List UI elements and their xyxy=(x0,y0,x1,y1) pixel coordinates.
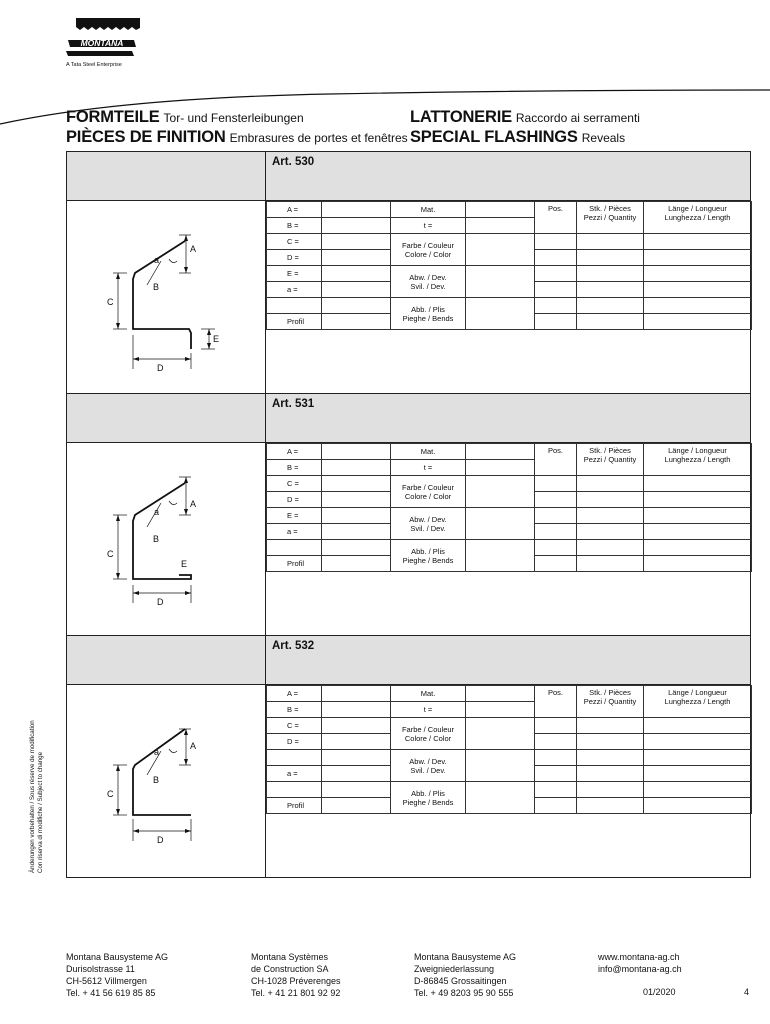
input-cell[interactable] xyxy=(577,234,644,250)
row-label: B = xyxy=(267,460,322,476)
input-cell[interactable] xyxy=(577,282,644,298)
specification-table xyxy=(266,201,752,330)
article-number: Art. 530 xyxy=(272,156,315,168)
profile-drawing xyxy=(67,685,266,877)
input-cell[interactable] xyxy=(644,492,752,508)
row-label: A = xyxy=(267,444,322,460)
section-header xyxy=(67,152,750,201)
input-cell[interactable] xyxy=(577,556,644,572)
row-label: a = xyxy=(267,766,322,782)
input-cell[interactable] xyxy=(577,782,644,798)
input-cell[interactable] xyxy=(535,524,577,540)
row-label: D = xyxy=(267,250,322,266)
heading-left xyxy=(66,108,408,148)
input-cell[interactable] xyxy=(466,266,535,298)
quantity-header: Stk. / Pièces Pezzi / Quantity xyxy=(577,444,644,476)
input-cell[interactable] xyxy=(535,314,577,330)
input-cell[interactable] xyxy=(466,508,535,540)
bends-label: Abb. / Plis Pieghe / Bends xyxy=(391,540,466,572)
input-cell[interactable] xyxy=(535,250,577,266)
input-cell[interactable] xyxy=(577,524,644,540)
input-cell[interactable] xyxy=(466,234,535,266)
input-cell[interactable] xyxy=(322,556,391,572)
input-cell[interactable] xyxy=(466,686,535,702)
input-cell[interactable] xyxy=(644,766,752,782)
input-cell[interactable] xyxy=(466,460,535,476)
profil-label: Profil xyxy=(267,798,322,814)
mat-label: Mat. xyxy=(391,686,466,702)
input-cell[interactable] xyxy=(577,766,644,782)
row-label: a = xyxy=(267,282,322,298)
title-formteile: FORMTEILE xyxy=(66,108,160,126)
input-cell[interactable] xyxy=(577,250,644,266)
input-cell[interactable] xyxy=(466,750,535,782)
length-header: Länge / Longueur Lunghezza / Length xyxy=(644,686,752,718)
input-cell[interactable] xyxy=(466,782,535,814)
footer-address-grossaitingen: Montana Bausysteme AG Zweigniederlassung D-86845 Grossaitingen Tel. + 49 8203 95 90 555 xyxy=(414,952,517,998)
section-header xyxy=(67,394,750,443)
row-label xyxy=(267,750,322,766)
input-cell[interactable] xyxy=(644,266,752,282)
heading-right xyxy=(410,108,640,148)
input-cell[interactable] xyxy=(644,750,752,766)
input-cell[interactable] xyxy=(535,508,577,524)
input-cell[interactable] xyxy=(466,298,535,330)
row-label: C = xyxy=(267,234,322,250)
dim-label-b: B xyxy=(153,775,160,785)
input-cell[interactable] xyxy=(466,218,535,234)
article-section-531 xyxy=(66,393,751,636)
input-cell[interactable] xyxy=(535,798,577,814)
input-cell[interactable] xyxy=(577,508,644,524)
profil-label: Profil xyxy=(267,314,322,330)
input-cell[interactable] xyxy=(644,234,752,250)
row-label: B = xyxy=(267,702,322,718)
input-cell[interactable] xyxy=(322,782,391,798)
thickness-label: t = xyxy=(391,460,466,476)
color-label: Farbe / Couleur Colore / Color xyxy=(391,476,466,508)
dim-label-a-lower: a xyxy=(154,747,160,757)
subtitle-pieces-de-finition: Embrasures de portes et fenêtres xyxy=(229,131,408,145)
document-date: 01/2020 xyxy=(643,987,676,997)
dim-label-a-upper: A xyxy=(190,244,197,254)
row-label: D = xyxy=(267,734,322,750)
row-label: A = xyxy=(267,202,322,218)
input-cell[interactable] xyxy=(322,298,391,314)
input-cell[interactable] xyxy=(322,524,391,540)
input-cell[interactable] xyxy=(535,718,577,734)
quantity-header: Stk. / Pièces Pezzi / Quantity xyxy=(577,202,644,234)
thickness-label: t = xyxy=(391,218,466,234)
thickness-label: t = xyxy=(391,702,466,718)
input-cell[interactable] xyxy=(577,492,644,508)
dim-label-e: E xyxy=(213,334,220,344)
input-cell[interactable] xyxy=(535,476,577,492)
input-cell[interactable] xyxy=(322,266,391,282)
bends-label: Abb. / Plis Pieghe / Bends xyxy=(391,298,466,330)
email-link[interactable]: info@montana-ag.ch xyxy=(598,964,682,974)
dim-label-d: D xyxy=(157,363,164,373)
profile-drawing xyxy=(67,201,266,393)
input-cell[interactable] xyxy=(322,476,391,492)
input-cell[interactable] xyxy=(466,476,535,508)
input-cell[interactable] xyxy=(535,492,577,508)
input-cell[interactable] xyxy=(644,718,752,734)
pos-header: Pos. xyxy=(535,202,577,234)
input-cell[interactable] xyxy=(644,734,752,750)
input-cell[interactable] xyxy=(644,798,752,814)
profil-label: Profil xyxy=(267,556,322,572)
input-cell[interactable] xyxy=(322,702,391,718)
input-cell[interactable] xyxy=(535,750,577,766)
profile-drawing xyxy=(67,443,266,635)
specification-table xyxy=(266,685,752,814)
mat-label: Mat. xyxy=(391,202,466,218)
dim-label-d: D xyxy=(157,835,164,845)
input-cell[interactable] xyxy=(322,750,391,766)
pos-header: Pos. xyxy=(535,444,577,476)
bends-label: Abb. / Plis Pieghe / Bends xyxy=(391,782,466,814)
input-cell[interactable] xyxy=(535,782,577,798)
brand-tagline: A Tata Steel Enterprise xyxy=(66,62,122,68)
input-cell[interactable] xyxy=(535,540,577,556)
input-cell[interactable] xyxy=(322,734,391,750)
input-cell[interactable] xyxy=(322,218,391,234)
input-cell[interactable] xyxy=(466,540,535,572)
article-section-530 xyxy=(66,151,751,394)
input-cell[interactable] xyxy=(322,686,391,702)
dim-label-a-upper: A xyxy=(190,499,197,509)
footer-contact xyxy=(598,951,682,975)
input-cell[interactable] xyxy=(577,718,644,734)
input-cell[interactable] xyxy=(577,798,644,814)
input-cell[interactable] xyxy=(535,282,577,298)
deviation-label: Abw. / Dev. Svil. / Dev. xyxy=(391,750,466,782)
input-cell[interactable] xyxy=(644,476,752,492)
mat-label: Mat. xyxy=(391,444,466,460)
input-cell[interactable] xyxy=(322,444,391,460)
input-cell[interactable] xyxy=(267,782,322,798)
quantity-header: Stk. / Pièces Pezzi / Quantity xyxy=(577,686,644,718)
color-label: Farbe / Couleur Colore / Color xyxy=(391,718,466,750)
input-cell[interactable] xyxy=(322,250,391,266)
input-cell[interactable] xyxy=(466,444,535,460)
input-cell[interactable] xyxy=(577,540,644,556)
row-label: D = xyxy=(267,492,322,508)
dim-label-c: C xyxy=(107,789,114,799)
input-cell[interactable] xyxy=(322,540,391,556)
montana-logo xyxy=(64,18,144,60)
deviation-label: Abw. / Dev. Svil. / Dev. xyxy=(391,266,466,298)
deviation-label: Abw. / Dev. Svil. / Dev. xyxy=(391,508,466,540)
input-cell[interactable] xyxy=(644,524,752,540)
dim-label-a-lower: a xyxy=(154,255,160,265)
row-label: B = xyxy=(267,218,322,234)
footer-address-villmergen: Montana Bausysteme AG Durisolstrasse 11 CH-5612 Villmergen Tel. + 41 56 619 85 85 xyxy=(66,952,169,998)
input-cell[interactable] xyxy=(644,540,752,556)
input-cell[interactable] xyxy=(466,202,535,218)
input-cell[interactable] xyxy=(466,718,535,750)
input-cell[interactable] xyxy=(577,314,644,330)
row-label: C = xyxy=(267,476,322,492)
subtitle-formteile: Tor- und Fensterleibungen xyxy=(163,111,304,125)
input-cell[interactable] xyxy=(535,556,577,572)
input-cell[interactable] xyxy=(577,298,644,314)
dim-label-b: B xyxy=(153,282,160,292)
input-cell[interactable] xyxy=(644,298,752,314)
page-number: 4 xyxy=(744,987,750,997)
website-link[interactable]: www.montana-ag.ch xyxy=(598,952,680,962)
input-cell[interactable] xyxy=(322,492,391,508)
row-label: E = xyxy=(267,266,322,282)
input-cell[interactable] xyxy=(267,540,322,556)
dim-label-a-lower: a xyxy=(154,507,160,517)
input-cell[interactable] xyxy=(322,202,391,218)
subtitle-special-flashings: Reveals xyxy=(581,131,626,145)
input-cell[interactable] xyxy=(322,234,391,250)
subject-to-change-note: Änderungen vorbehalten / Sous réserve de modification Con riserva di modifiche / Subject to change xyxy=(29,720,44,873)
length-header: Länge / Longueur Lunghezza / Length xyxy=(644,444,752,476)
input-cell[interactable] xyxy=(535,734,577,750)
input-cell[interactable] xyxy=(644,282,752,298)
input-cell[interactable] xyxy=(535,266,577,282)
article-number: Art. 531 xyxy=(272,398,315,410)
row-label: C = xyxy=(267,718,322,734)
input-cell[interactable] xyxy=(535,234,577,250)
dim-label-e: E xyxy=(181,559,188,569)
input-cell[interactable] xyxy=(322,314,391,330)
input-cell[interactable] xyxy=(644,556,752,572)
article-number: Art. 532 xyxy=(272,640,315,652)
article-section-532 xyxy=(66,635,751,878)
footer-address-preverenges: Montana Systèmes de Construction SA CH-1028 Préverenges Tel. + 41 21 801 92 92 xyxy=(251,952,341,998)
input-cell[interactable] xyxy=(535,298,577,314)
dim-label-d: D xyxy=(157,597,164,607)
input-cell[interactable] xyxy=(644,508,752,524)
specification-table xyxy=(266,443,752,572)
input-cell[interactable] xyxy=(644,314,752,330)
input-cell[interactable] xyxy=(577,734,644,750)
title-pieces-de-finition: PIÈCES DE FINITION xyxy=(66,128,226,146)
row-label: A = xyxy=(267,686,322,702)
input-cell[interactable] xyxy=(322,508,391,524)
dim-label-b: B xyxy=(153,534,160,544)
input-cell[interactable] xyxy=(322,282,391,298)
subtitle-lattonerie: Raccordo ai serramenti xyxy=(515,111,640,125)
input-cell[interactable] xyxy=(644,782,752,798)
input-cell[interactable] xyxy=(322,798,391,814)
input-cell[interactable] xyxy=(577,750,644,766)
dim-label-c: C xyxy=(107,549,114,559)
input-cell[interactable] xyxy=(466,702,535,718)
input-cell[interactable] xyxy=(322,718,391,734)
row-label: E = xyxy=(267,508,322,524)
length-header: Länge / Longueur Lunghezza / Length xyxy=(644,202,752,234)
row-label: a = xyxy=(267,524,322,540)
input-cell[interactable] xyxy=(267,298,322,314)
section-header xyxy=(67,636,750,685)
color-label: Farbe / Couleur Colore / Color xyxy=(391,234,466,266)
dim-label-c: C xyxy=(107,297,114,307)
title-special-flashings: SPECIAL FLASHINGS xyxy=(410,128,578,146)
input-cell[interactable] xyxy=(322,460,391,476)
input-cell[interactable] xyxy=(577,476,644,492)
input-cell[interactable] xyxy=(535,766,577,782)
input-cell[interactable] xyxy=(577,266,644,282)
input-cell[interactable] xyxy=(322,766,391,782)
input-cell[interactable] xyxy=(644,250,752,266)
pos-header: Pos. xyxy=(535,686,577,718)
title-lattonerie: LATTONERIE xyxy=(410,108,512,126)
svg-text:MONTANA: MONTANA xyxy=(80,38,124,48)
dim-label-a-upper: A xyxy=(190,741,197,751)
